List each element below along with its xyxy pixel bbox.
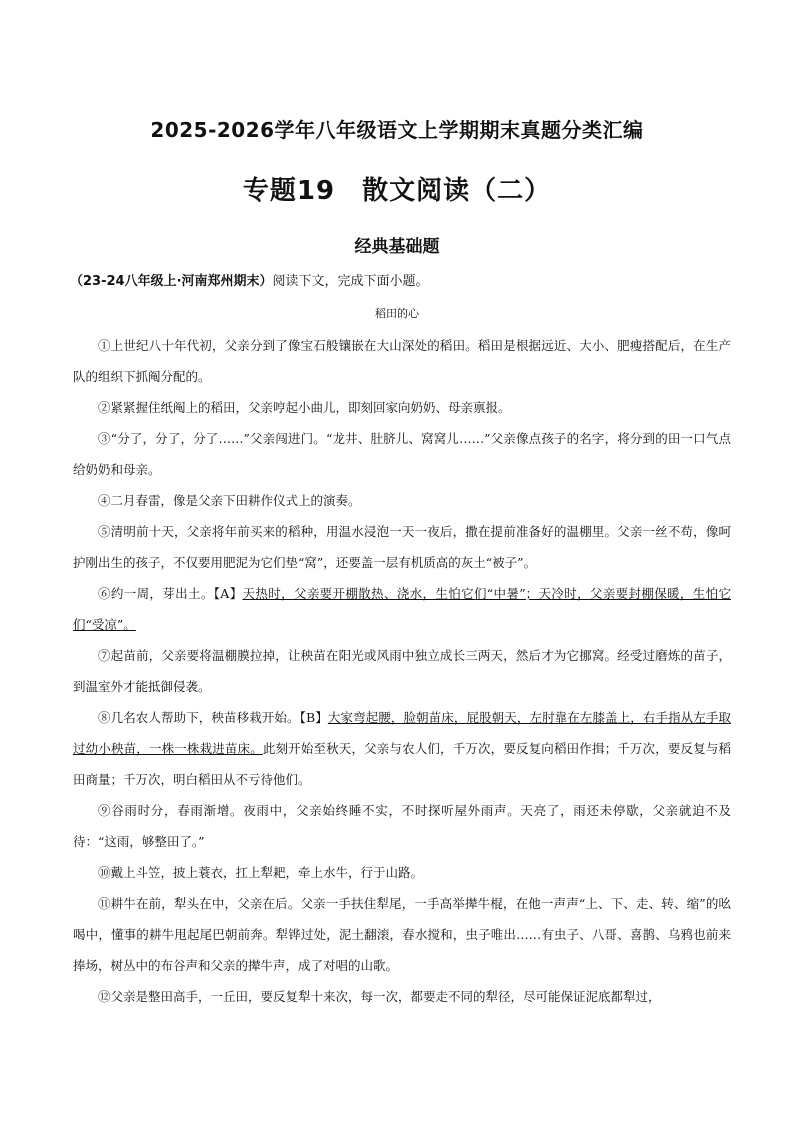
paragraph-8-lead: ⑧几名农人帮助下，秧苗移栽开始。【B】 — [98, 710, 328, 725]
underlined-sentence-b: 大家弯起腰，脸朝苗床，屁股朝天，左肘靠在左膝盖上，右手指从左手取过幼小秧苗，一株一株栽进苗床。 — [73, 710, 731, 756]
question-instruction: 阅读下文，完成下面小题。 — [272, 274, 429, 289]
paragraph-1: ①上世纪八十年代初，父亲分到了像宝石般镶嵌在大山深处的稻田。稻田是根据远近、大小、肥瘦搭配后，在生产队的组织下抓阄分配的。 — [73, 338, 731, 384]
paragraph-11: ⑪耕牛在前，犁头在中，父亲在后。父亲一手扶住犁尾，一手高举撵牛棍，在他一声声“上、下、走、转、缩”的吆喝中，懂事的耕牛甩起尾巴朝前奔。犁铧过处，泥土翻滚，春水搅和，虫子唯出……有虫子、八哥、喜鹊、乌鸦也前来捧场，树丛中的布谷声和父亲的撵牛声，成了对唱的山歌。 — [73, 896, 731, 973]
question-intro — [70, 270, 730, 289]
underlined-sentence-a: 天热时，父亲要开棚散热、浇水，生怕它们“中暑”；天冷时，父亲要封棚保暖，生怕它们“受凉”。 — [73, 586, 731, 632]
topic-subtitle: 专题19 散文阅读（二） — [242, 176, 552, 206]
paragraph-3: ③“分了，分了，分了……”父亲闯进门。“龙井、肚脐儿、窝窝儿……”父亲像点孩子的名字，将分到的田一口气点给奶奶和母亲。 — [73, 431, 731, 477]
paragraph-9: ⑨谷雨时分，春雨渐增。夜雨中，父亲始终睡不实，不时探听屋外雨声。天亮了，雨还未停歇，父亲就迫不及待：“这雨，够整田了。” — [73, 803, 731, 849]
document-title: 2025-2026学年八年级语文上学期期末真题分类汇编 — [150, 118, 644, 142]
paragraph-8 — [73, 702, 731, 795]
paragraph-2: ②紧紧握住纸阄上的稻田，父亲哼起小曲儿，即刻回家向奶奶、母亲禀报。 — [98, 400, 511, 415]
paragraph-7: ⑦起苗前，父亲要将温棚膜拉掉，让秧苗在阳光或风雨中独立成长三两天，然后才为它挪窝。经受过磨炼的苗子，到温室外才能抵御侵袭。 — [73, 648, 731, 694]
essay-body — [73, 330, 731, 1012]
essay-title: 稻田的心 — [375, 307, 419, 320]
paragraph-12: ⑫父亲是整田高手，一丘田，要反复犁十来次，每一次，都要走不同的犁径，尽可能保证泥底都犁过， — [98, 989, 661, 1004]
question-source: （23-24八年级上·河南郑州期末） — [70, 274, 273, 289]
paragraph-8-tail: 此刻开始至秋天，父亲与农人们，千万次，要反复向稻田作揖；千万次，要反复与稻田商量；千万次，明白稻田从不亏待他们。 — [73, 741, 731, 787]
paragraph-10: ⑩戴上斗笠，披上蓑衣，扛上犁耙，牵上水牛，行于山路。 — [98, 865, 424, 880]
paragraph-6 — [73, 578, 731, 640]
paragraph-4: ④二月春雷，像是父亲下田耕作仪式上的演奏。 — [98, 493, 361, 508]
paragraph-5: ⑤清明前十天，父亲将年前买来的稻种，用温水浸泡一天一夜后，撒在提前准备好的温棚里。父亲一丝不苟，像呵护刚出生的孩子，不仅要用肥泥为它们垫“窝”，还要盖一层有机质高的灰土“被子”。 — [73, 524, 731, 570]
section-heading: 经典基础题 — [354, 237, 440, 257]
paragraph-6-lead: ⑥约一周，芽出土。【A】 — [98, 586, 243, 601]
